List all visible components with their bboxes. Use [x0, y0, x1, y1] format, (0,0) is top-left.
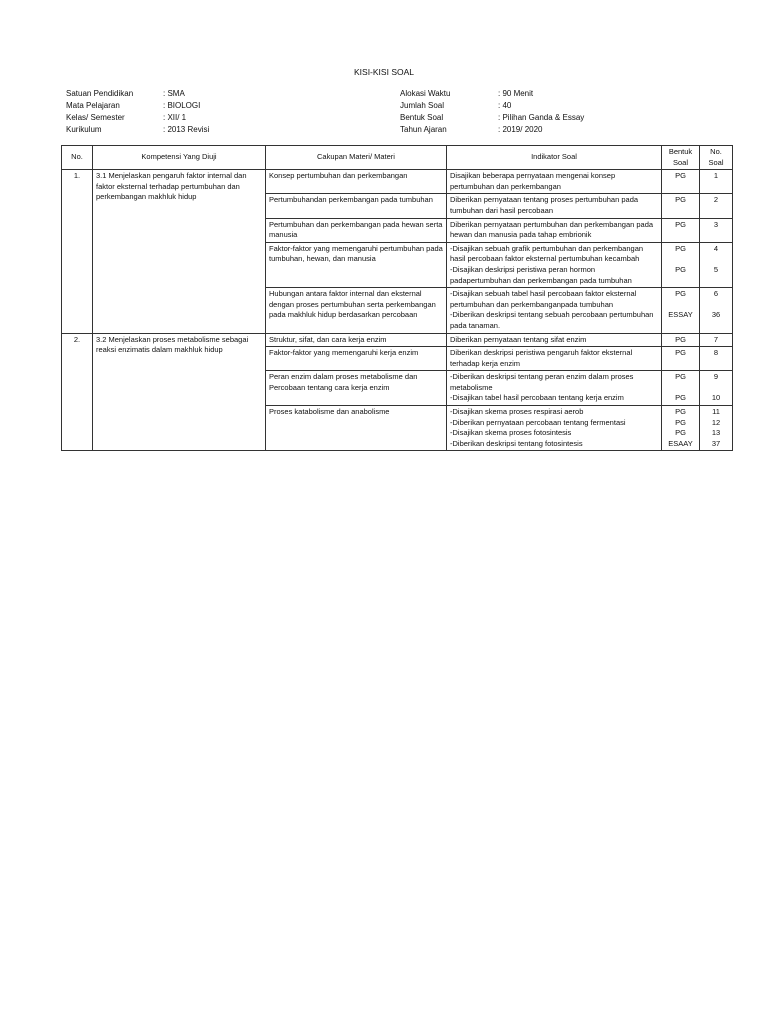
bentuk-soal-item: PG	[675, 264, 686, 274]
bentuk-soal-item: PG	[675, 195, 686, 205]
meta-row	[66, 124, 209, 136]
meta-value: : Pilihan Ganda & Essay	[498, 113, 585, 122]
bentuk-soal-cell	[662, 170, 700, 194]
bentuk-soal-cell	[662, 347, 700, 371]
meta-left-block	[66, 88, 209, 136]
no-soal-cell	[700, 288, 733, 333]
no-soal-cell	[700, 371, 733, 406]
no-soal-cell	[700, 333, 733, 347]
materi-cell: Proses katabolisme dan anabolisme	[266, 406, 447, 451]
meta-value: : BIOLOGI	[163, 101, 201, 110]
indikator-item: Diberikan pernyataan tentang sifat enzim	[450, 334, 587, 344]
header-bentuk-soal: Bentuk Soal	[662, 146, 700, 170]
row-number: 2.	[62, 333, 93, 451]
meta-label: Bentuk Soal	[400, 113, 444, 122]
indikator-cell	[447, 347, 662, 371]
indikator-item: -Disajikan sebuah tabel hasil percobaan faktor eksternal pertumbuhan dan perkembanganpada tumbuhan	[450, 289, 637, 309]
indikator-item: Disajikan beberapa pernyataan mengenai konsep pertumbuhan dan perkembangan	[450, 171, 616, 191]
bentuk-soal-item: PG	[675, 171, 686, 181]
kompetensi-cell: 3.1 Menjelaskan pengaruh faktor internal dan faktor eksternal terhadap pertumbuhan dan perkembangan makhluk hidup	[93, 170, 266, 333]
no-soal-item: 4	[713, 243, 719, 253]
meta-label: Tahun Ajaran	[400, 125, 447, 134]
meta-label: Mata Pelajaran	[66, 101, 120, 110]
meta-label: Jumlah Soal	[400, 101, 445, 110]
no-soal-item: 12	[711, 417, 721, 427]
no-soal-item: 5	[713, 264, 719, 274]
meta-value: : 2019/ 2020	[498, 125, 543, 134]
no-soal-cell	[700, 347, 733, 371]
table-row	[62, 333, 733, 347]
indikator-cell	[447, 288, 662, 333]
header-no: No.	[62, 146, 93, 170]
meta-row	[400, 112, 584, 124]
meta-label: Kelas/ Semester	[66, 113, 125, 122]
meta-row	[400, 100, 584, 112]
meta-value: : SMA	[163, 89, 185, 98]
indikator-item: -Disajikan deskripsi peristiwa peran hormon padapertumbuhan dan perkembangan pada tumbuhan	[450, 264, 632, 285]
bentuk-soal-item: PG	[675, 334, 686, 344]
indikator-item: -Diberikan deskripsi tentang fotosintesis	[450, 438, 583, 448]
no-soal-item: 37	[711, 438, 721, 448]
materi-cell: Pertumbuhandan perkembangan pada tumbuhan	[266, 194, 447, 218]
indikator-item: Diberikan pernyataan tentang proses pertumbuhan pada tumbuhan dari hasil percobaan	[450, 195, 639, 215]
bentuk-soal-cell	[662, 288, 700, 333]
indikator-item: -Disajikan skema proses fotosintesis	[450, 428, 572, 438]
indikator-cell	[447, 218, 662, 242]
bentuk-soal-item: ESSAY	[668, 310, 693, 320]
no-soal-item: 3	[713, 219, 719, 229]
meta-row	[66, 112, 209, 124]
meta-row	[66, 88, 209, 100]
meta-row	[66, 100, 209, 112]
no-soal-item: 2	[713, 195, 719, 205]
no-soal-item: 1	[713, 171, 719, 181]
bentuk-soal-item: PG	[675, 372, 686, 382]
bentuk-soal-cell	[662, 333, 700, 347]
bentuk-soal-item: PG	[675, 243, 686, 253]
row-number: 1.	[62, 170, 93, 333]
header-indikator: Indikator Soal	[447, 146, 662, 170]
no-soal-item: 6	[713, 289, 719, 299]
indikator-cell	[447, 194, 662, 218]
materi-cell: Faktor-faktor yang memengaruhi pertumbuhan pada tumbuhan, hewan, dan manusia	[266, 242, 447, 287]
no-soal-item: 7	[713, 334, 719, 344]
bentuk-soal-item: PG	[675, 219, 686, 229]
meta-label: Alokasi Waktu	[400, 89, 451, 98]
bentuk-soal-item: PG	[675, 417, 686, 427]
bentuk-soal-item: PG	[675, 428, 686, 438]
document-title: KISI-KISI SOAL	[354, 67, 414, 77]
indikator-cell	[447, 242, 662, 287]
header-kompetensi: Kompetensi Yang Diuji	[93, 146, 266, 170]
bentuk-soal-cell	[662, 242, 700, 287]
indikator-cell	[447, 170, 662, 194]
bentuk-soal-cell	[662, 406, 700, 451]
table-row	[62, 170, 733, 194]
meta-value: : XII/ 1	[163, 113, 187, 122]
indikator-cell	[447, 371, 662, 406]
indikator-item: -Disajikan tabel hasil percobaan tentang kerja enzim	[450, 393, 624, 403]
bentuk-soal-cell	[662, 371, 700, 406]
indikator-item: -Disajikan skema proses respirasi aerob	[450, 407, 584, 417]
no-soal-cell	[700, 242, 733, 287]
bentuk-soal-item: PG	[675, 407, 686, 417]
meta-right-block	[400, 88, 584, 136]
no-soal-item: 11	[712, 407, 720, 417]
meta-row	[400, 88, 584, 100]
no-soal-cell	[700, 170, 733, 194]
indikator-item: Diberikan deskripsi peristiwa pengaruh faktor eksternal terhadap kerja enzim	[450, 348, 633, 368]
meta-label: Satuan Pendidikan	[66, 89, 134, 98]
no-soal-cell	[700, 218, 733, 242]
indikator-cell	[447, 406, 662, 451]
table-header-row	[62, 146, 733, 170]
materi-cell: Konsep pertumbuhan dan perkembangan	[266, 170, 447, 194]
indikator-item: -Diberikan deskripsi tentang peran enzim dalam proses metabolisme	[450, 372, 634, 392]
indikator-item: Diberikan pernyataan pertumbuhan dan perkembangan pada hewan dan manusia pada tahap embrionik	[450, 219, 654, 240]
materi-cell: Hubungan antara faktor internal dan eksternal dengan proses pertumbuhan serta perkembangan pada makhluk hidup berdasarkan percobaan	[266, 288, 447, 333]
meta-value: : 40	[498, 101, 512, 110]
bentuk-soal-item: ESAAY	[668, 438, 693, 448]
indikator-item: -Disajikan sebuah grafik pertumbuhan dan perkembangan hasil percobaan faktor eksternal pertumbuhan kecambah	[450, 243, 644, 264]
meta-value: : 2013 Revisi	[163, 125, 210, 134]
no-soal-item: 13	[711, 428, 721, 438]
kompetensi-cell: 3.2 Menjelaskan proses metabolisme sebagai reaksi enzimatis dalam makhluk hidup	[93, 333, 266, 451]
indikator-item: -Diberikan deskripsi tentang sebuah percobaan pertumbuhan pada tanaman.	[450, 310, 654, 330]
no-soal-item: 10	[711, 393, 721, 403]
materi-cell: Struktur, sifat, dan cara kerja enzim	[266, 333, 447, 347]
bentuk-soal-item: PG	[675, 393, 686, 403]
no-soal-cell	[700, 194, 733, 218]
indikator-cell	[447, 333, 662, 347]
materi-cell: Pertumbuhan dan perkembangan pada hewan serta manusia	[266, 218, 447, 242]
no-soal-item: 9	[713, 372, 719, 382]
kisi-table	[61, 145, 733, 451]
bentuk-soal-item: PG	[675, 289, 686, 299]
bentuk-soal-item: PG	[675, 348, 686, 358]
meta-row	[400, 124, 584, 136]
materi-cell: Peran enzim dalam proses metabolisme dan Percobaan tentang cara kerja enzim	[266, 371, 447, 406]
meta-label: Kurikulum	[66, 125, 102, 134]
indikator-item: -Diberikan pernyataan percobaan tentang fermentasi	[450, 417, 626, 427]
no-soal-cell	[700, 406, 733, 451]
bentuk-soal-cell	[662, 194, 700, 218]
meta-value: : 90 Menit	[498, 89, 534, 98]
no-soal-item: 36	[711, 310, 721, 320]
bentuk-soal-cell	[662, 218, 700, 242]
header-materi: Cakupan Materi/ Materi	[266, 146, 447, 170]
header-no-soal: No. Soal	[700, 146, 733, 170]
table-body	[62, 170, 733, 451]
no-soal-item: 8	[713, 348, 719, 358]
materi-cell: Faktor-faktor yang memengaruhi kerja enzim	[266, 347, 447, 371]
